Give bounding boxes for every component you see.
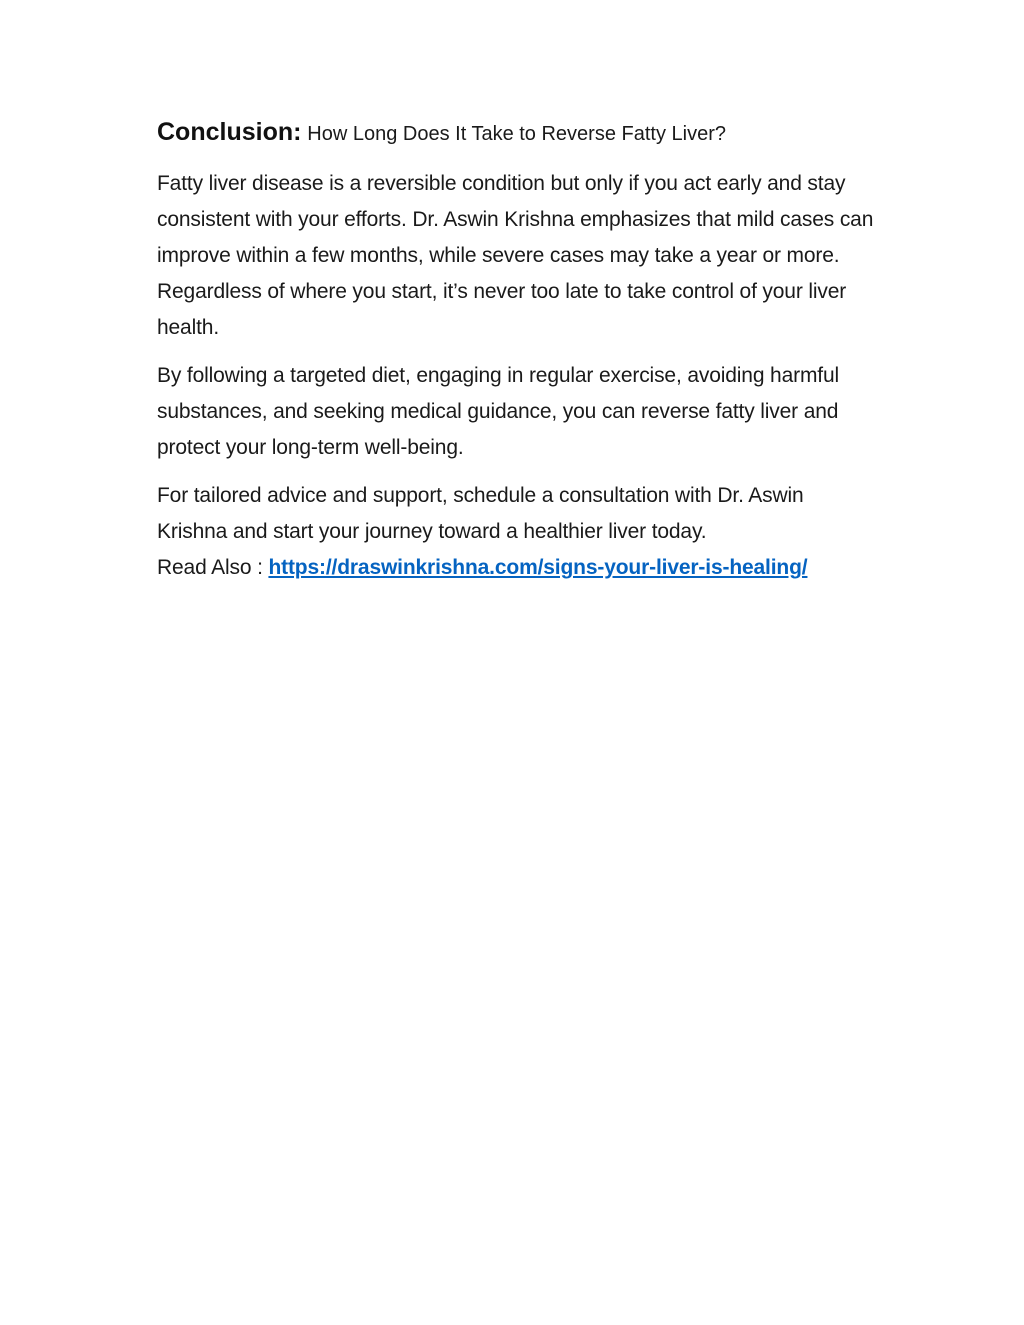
paragraph-intro: Fatty liver disease is a reversible condition but only if you act early and stay consistent with your efforts. Dr. Aswin Krishna emphasizes that mild cases can improve within a few months, while severe cases may take a year or more. Regardless of where you start, it’s never too late to take control of your liver health. (157, 172, 874, 339)
read-also-link[interactable]: https://draswinkrishna.com/signs-your-liver-is-healing/ (268, 556, 808, 579)
heading-label: Conclusion: (157, 118, 302, 146)
document-content (157, 112, 877, 586)
consultation-text: For tailored advice and support, schedule a consultation with Dr. Aswin Krishna and start your journey toward a healthier liver today. (157, 484, 804, 543)
paragraph-consultation (157, 478, 877, 586)
heading-title: How Long Does It Take to Reverse Fatty Liver? (307, 123, 727, 145)
paragraph-approach: By following a targeted diet, engaging in regular exercise, avoiding harmful substances, and seeking medical guidance, you can reverse fatty liver and protect your long-term well-being. (157, 364, 840, 459)
read-also-label: Read Also : (157, 556, 263, 579)
section-heading (157, 112, 877, 154)
